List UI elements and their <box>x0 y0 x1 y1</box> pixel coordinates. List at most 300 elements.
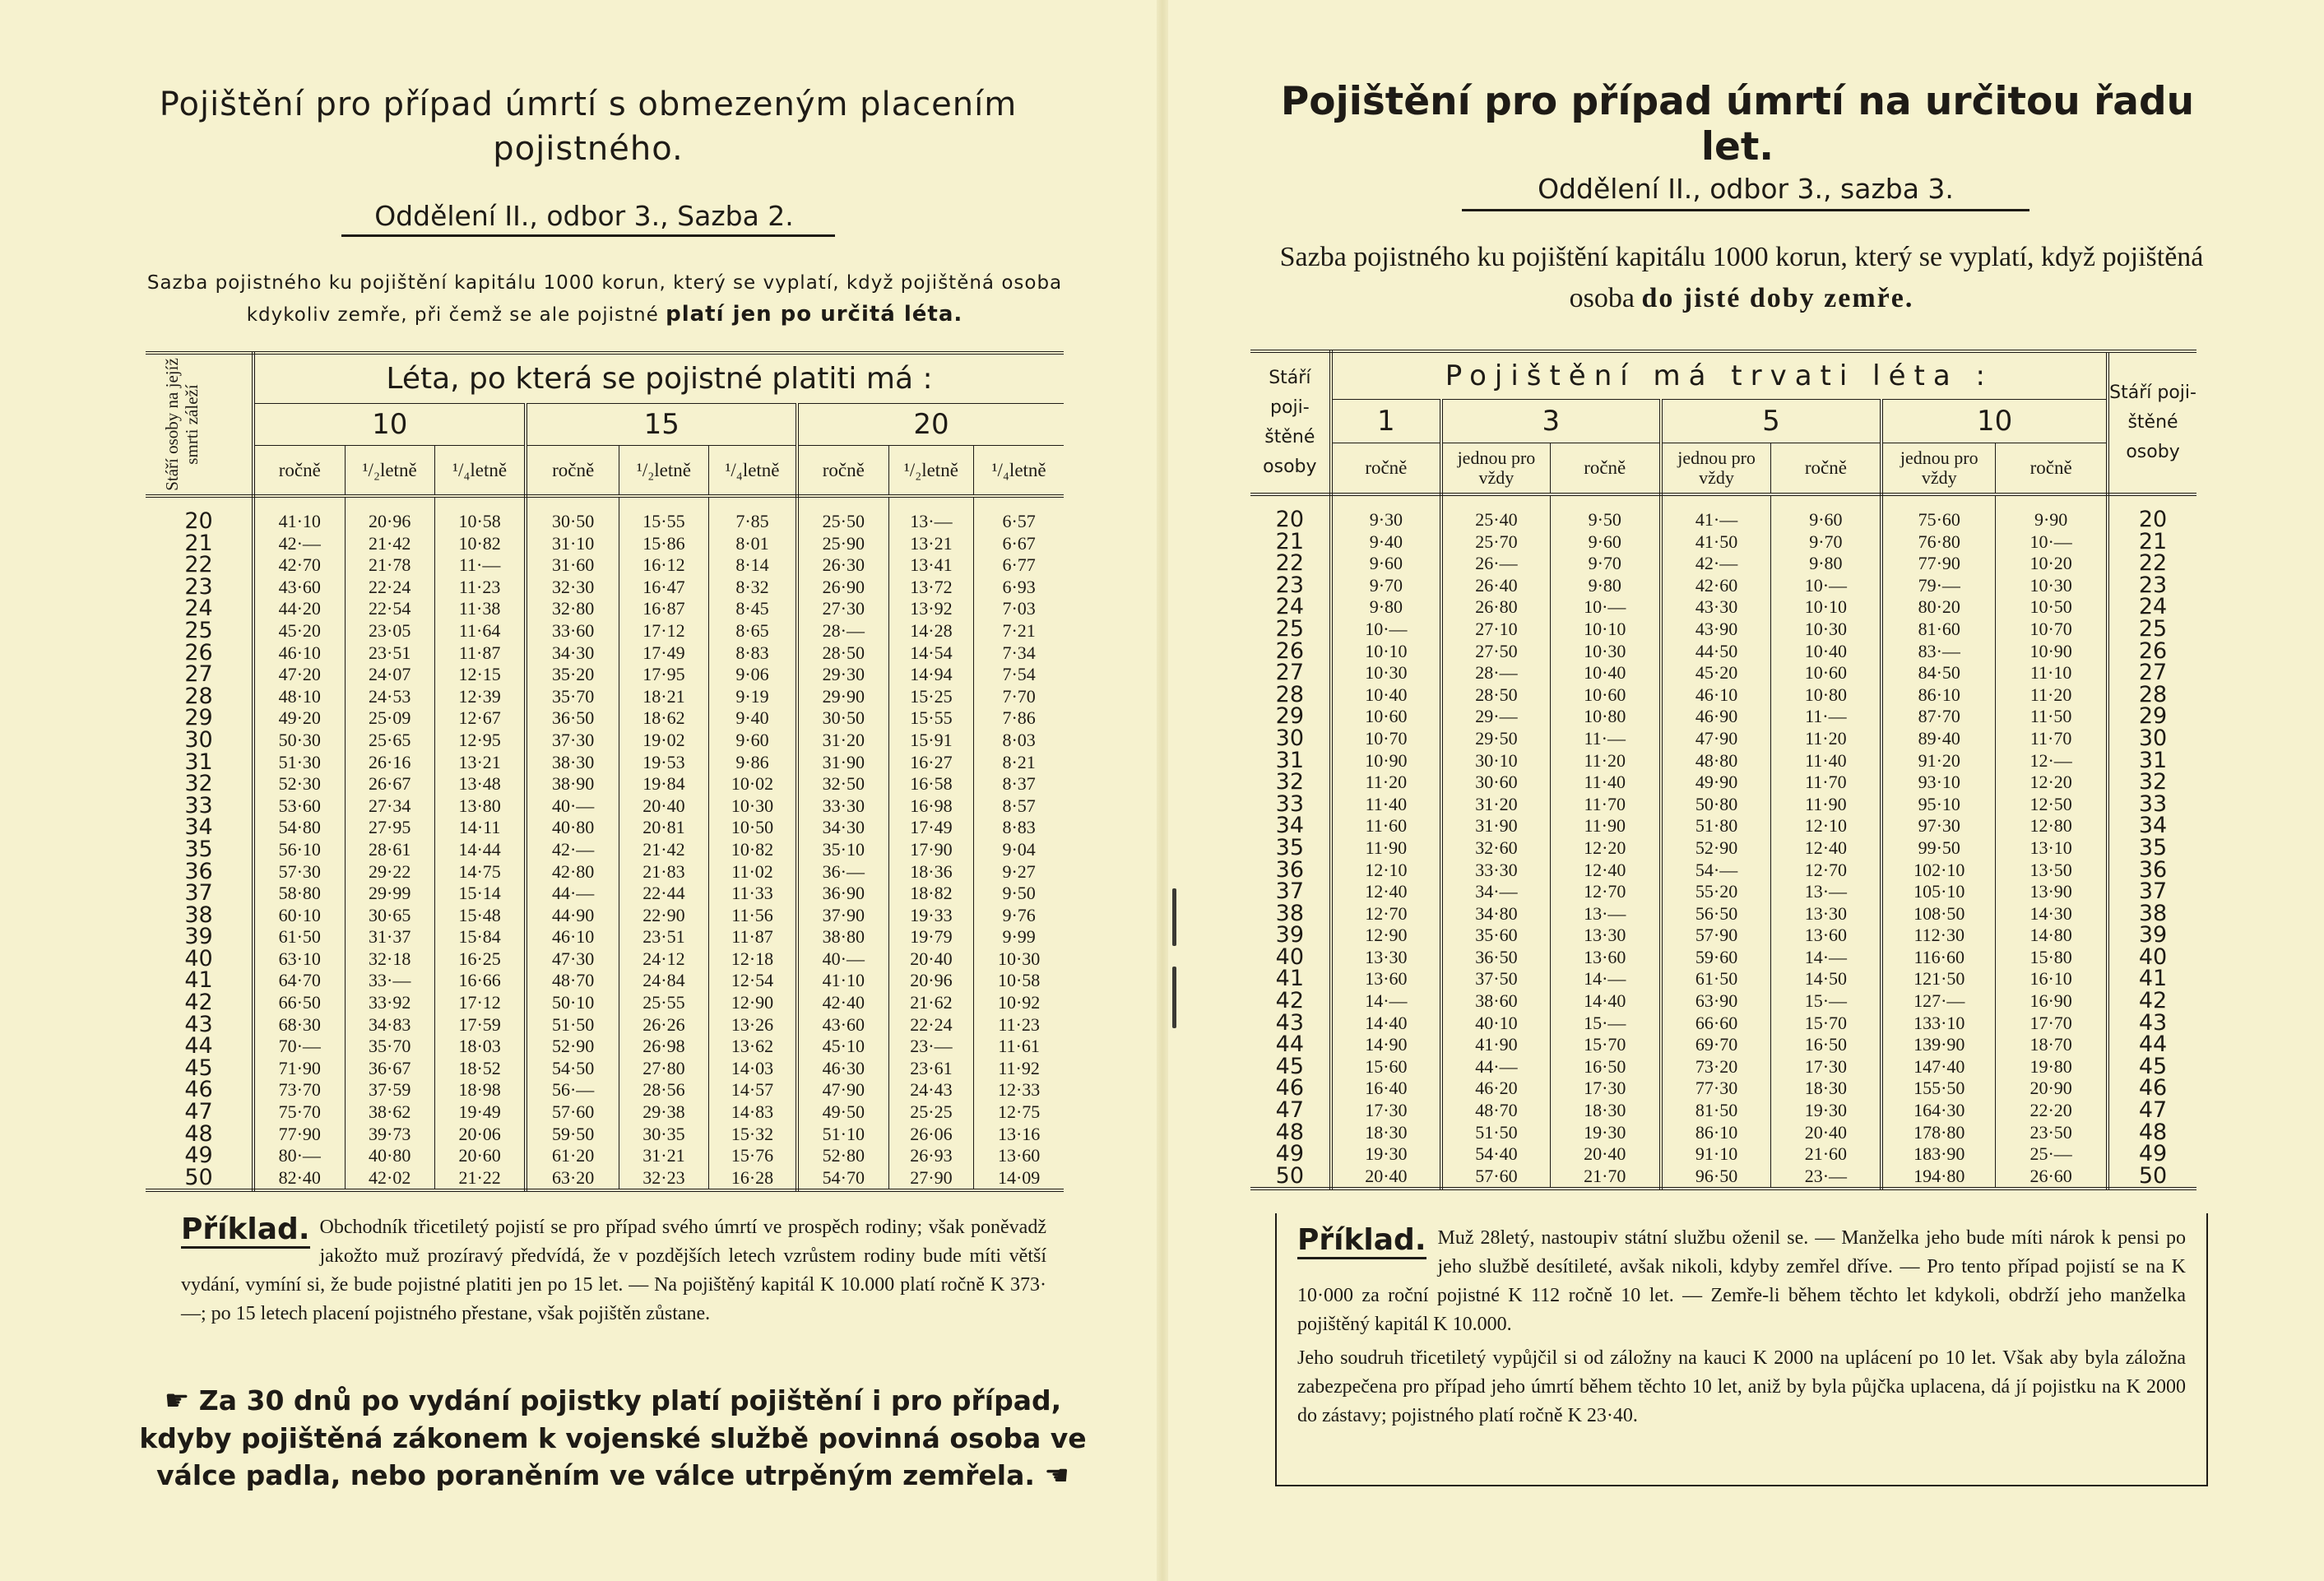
rate-cell: 11·20 <box>1550 750 1660 772</box>
row-age: 39 <box>1250 925 1331 947</box>
left-col-label: ¹/₄letně <box>709 446 797 496</box>
row-age: 30 <box>146 730 253 752</box>
table-row <box>146 1124 1064 1146</box>
rate-cell: 29·99 <box>345 883 434 905</box>
row-age: 28 <box>1250 684 1331 707</box>
rate-cell: 10·58 <box>997 970 1041 991</box>
rate-cell: 34·80 <box>1441 903 1550 925</box>
rate-cell: 38·80 <box>797 926 888 948</box>
right-desc-bold: do jisté doby zemře. <box>1641 283 1914 313</box>
rate-cell: 37·30 <box>526 730 619 752</box>
rate-cell: 47·90 <box>797 1079 888 1101</box>
rate-cell: 9·60 <box>1331 553 1441 575</box>
rate-cell: 44·20 <box>253 598 345 620</box>
table-row <box>146 707 1064 730</box>
rate-cell: 23·51 <box>345 642 434 665</box>
rate-cell: 11·— <box>1771 706 1881 728</box>
rate-cell: 15·91 <box>888 730 974 752</box>
rate-cell: 63·20 <box>526 1167 619 1191</box>
rate-cell: 13·92 <box>888 598 974 620</box>
table-row <box>1250 881 2196 903</box>
rate-cell: 20·06 <box>434 1124 526 1146</box>
table-row <box>146 730 1064 752</box>
row-age: 47 <box>2138 1097 2168 1124</box>
rate-cell: 25·25 <box>888 1101 974 1124</box>
rate-cell: 91·20 <box>1881 750 1995 772</box>
rate-cell: 18·21 <box>619 686 708 708</box>
table-row <box>146 1036 1064 1058</box>
rate-cell: 11·90 <box>1771 794 1881 816</box>
rate-cell: 48·80 <box>1661 750 1771 772</box>
rate-cell: 10·90 <box>1996 641 2108 663</box>
table-row <box>1250 968 2196 990</box>
rate-cell: 12·40 <box>1550 860 1660 882</box>
rate-cell: 46·20 <box>1441 1078 1550 1100</box>
rate-cell: 52·90 <box>526 1036 619 1058</box>
rate-cell: 17·70 <box>1996 1013 2108 1035</box>
rate-cell: 11·38 <box>434 598 526 620</box>
rate-cell: 66·60 <box>1661 1013 1771 1035</box>
rate-cell: 14·03 <box>709 1058 797 1080</box>
rate-cell: 11·64 <box>434 620 526 642</box>
left-col-label: ¹/₂letně <box>619 446 708 496</box>
rate-cell: 14·30 <box>1996 903 2108 925</box>
row-age: 33 <box>1250 794 1331 816</box>
rate-cell: 14·75 <box>434 861 526 883</box>
rate-cell: 17·30 <box>1771 1056 1881 1078</box>
rate-cell: 26·06 <box>888 1124 974 1146</box>
rate-cell: 32·80 <box>526 598 619 620</box>
left-war-note <box>136 1382 1090 1495</box>
rate-cell: 41·10 <box>253 511 345 533</box>
rate-cell: 23·51 <box>619 926 708 948</box>
rate-cell: 56·10 <box>253 839 345 861</box>
rate-cell: 19·02 <box>619 730 708 752</box>
rate-cell: 19·53 <box>619 752 708 774</box>
rate-cell: 27·90 <box>888 1167 974 1191</box>
left-col-label: ¹/₄letně <box>974 446 1064 496</box>
rate-cell: 6·67 <box>1002 532 1036 554</box>
rate-cell: 40·— <box>797 948 888 971</box>
row-age: 28 <box>2138 681 2168 707</box>
right-col-yearly-label: ročně <box>1331 443 1441 495</box>
rate-cell: 12·75 <box>997 1101 1041 1123</box>
rate-cell: 10·70 <box>1331 728 1441 750</box>
rate-cell: 9·76 <box>1002 904 1036 925</box>
rate-cell: 21·62 <box>888 992 974 1014</box>
rate-cell: 10·30 <box>1331 662 1441 684</box>
rate-cell: 9·40 <box>1331 531 1441 554</box>
row-age: 50 <box>1250 1166 1331 1189</box>
rate-cell: 27·10 <box>1441 619 1550 641</box>
rate-cell: 36·— <box>797 861 888 883</box>
rate-cell: 14·83 <box>709 1101 797 1124</box>
left-note-text: Za 30 dnů po vydání pojistky platí pojištění i pro případ, kdyby pojištěná zákonem k vojenské službě povinná osoba ve válce padla, nebo poraněním ve válce utrpěným zemřela. <box>139 1384 1087 1491</box>
right-example-heading: Příklad. <box>1297 1224 1426 1259</box>
rate-cell: 40·10 <box>1441 1013 1550 1035</box>
row-age: 42 <box>2138 988 2168 1014</box>
rate-cell: 89·40 <box>1881 728 1995 750</box>
row-age: 40 <box>2138 944 2168 970</box>
table-row <box>146 620 1064 642</box>
rate-cell: 6·57 <box>1002 511 1036 531</box>
row-age: 38 <box>1250 903 1331 925</box>
left-period-20: 20 <box>797 403 1064 446</box>
row-age: 25 <box>2138 615 2168 642</box>
rate-cell: 32·50 <box>797 773 888 795</box>
rate-cell: 27·30 <box>797 598 888 620</box>
table-row <box>146 642 1064 665</box>
row-age: 43 <box>2138 1009 2168 1036</box>
row-age: 41 <box>1250 968 1331 990</box>
rate-cell: 12·10 <box>1331 860 1441 882</box>
table-row <box>146 839 1064 861</box>
rate-cell: 12·20 <box>1550 837 1660 860</box>
rate-cell: 18·30 <box>1550 1100 1660 1122</box>
rate-cell: 52·30 <box>253 773 345 795</box>
row-age: 30 <box>2138 725 2168 751</box>
rate-cell: 10·30 <box>709 795 797 818</box>
rate-cell: 30·50 <box>797 707 888 730</box>
rate-cell: 73·20 <box>1661 1056 1771 1078</box>
rate-cell: 26·40 <box>1441 575 1550 597</box>
rate-cell: 13·30 <box>1550 925 1660 947</box>
rate-cell: 10·— <box>1996 531 2108 554</box>
left-col-label: ročně <box>526 446 619 496</box>
rate-cell: 20·40 <box>1550 1143 1660 1166</box>
rate-cell: 11·— <box>434 554 526 577</box>
rate-cell: 155·50 <box>1881 1078 1995 1100</box>
rate-cell: 47·20 <box>253 664 345 686</box>
rate-cell: 48·70 <box>1441 1100 1550 1122</box>
rate-cell: 15·76 <box>709 1145 797 1167</box>
row-age: 41 <box>2138 966 2168 992</box>
row-age: 39 <box>2138 922 2168 948</box>
right-years-header: Pojištění má trvati léta : <box>1331 351 2108 400</box>
rate-cell: 28·50 <box>1441 684 1550 707</box>
rate-cell: 25·90 <box>797 533 888 555</box>
rate-cell: 9·60 <box>709 730 797 752</box>
rate-cell: 10·— <box>1771 575 1881 597</box>
rate-cell: 91·10 <box>1661 1143 1771 1166</box>
right-col-yearly-label: ročně <box>1771 443 1881 495</box>
rate-cell: 35·10 <box>797 839 888 861</box>
rate-cell: 10·60 <box>1771 662 1881 684</box>
rate-cell: 41·— <box>1661 509 1771 531</box>
left-rate-table <box>146 351 1064 1192</box>
rate-cell: 10·58 <box>434 511 526 533</box>
rate-cell: 38·62 <box>345 1101 434 1124</box>
rate-cell: 13·90 <box>1996 881 2108 903</box>
row-age: 22 <box>2138 550 2168 577</box>
table-row <box>146 554 1064 577</box>
rate-cell: 12·10 <box>1771 815 1881 837</box>
rate-cell: 18·82 <box>888 883 974 905</box>
rate-cell: 12·15 <box>434 664 526 686</box>
rate-cell: 31·20 <box>1441 794 1550 816</box>
row-age: 46 <box>1250 1078 1331 1100</box>
rate-cell: 12·70 <box>1550 881 1660 903</box>
table-row <box>1250 619 2196 641</box>
rate-cell: 26·98 <box>619 1036 708 1058</box>
rate-cell: 46·10 <box>1661 684 1771 707</box>
rate-cell: 80·— <box>253 1145 345 1167</box>
row-age: 29 <box>1250 706 1331 728</box>
table-row <box>146 598 1064 620</box>
rate-cell: 11·33 <box>709 883 797 905</box>
rate-cell: 44·50 <box>1661 641 1771 663</box>
rate-cell: 13·26 <box>709 1014 797 1036</box>
rate-cell: 21·22 <box>434 1167 526 1191</box>
rate-cell: 86·10 <box>1661 1122 1771 1144</box>
rate-cell: 35·70 <box>526 686 619 708</box>
rate-cell: 21·42 <box>345 533 434 555</box>
left-section-underline <box>341 234 835 237</box>
rate-cell: 12·67 <box>434 707 526 730</box>
right-period-1: 1 <box>1331 400 1441 443</box>
table-row <box>146 533 1064 555</box>
rate-cell: 25·55 <box>619 992 708 1014</box>
rate-cell: 31·21 <box>619 1145 708 1167</box>
rate-cell: 12·39 <box>434 686 526 708</box>
rate-cell: 37·50 <box>1441 968 1550 990</box>
rate-cell: 31·37 <box>345 926 434 948</box>
rate-cell: 28·— <box>1441 662 1550 684</box>
rate-cell: 44·— <box>1441 1056 1550 1078</box>
rate-cell: 55·20 <box>1661 881 1771 903</box>
rate-cell: 26·— <box>1441 553 1550 575</box>
rate-cell: 15·84 <box>434 926 526 948</box>
row-age: 36 <box>146 861 253 883</box>
rate-cell: 28·56 <box>619 1079 708 1101</box>
rate-cell: 13·10 <box>1996 837 2108 860</box>
rate-cell: 33·60 <box>526 620 619 642</box>
rate-cell: 40·80 <box>345 1145 434 1167</box>
rate-cell: 12·90 <box>709 992 797 1014</box>
row-age: 31 <box>2138 747 2168 773</box>
rate-cell: 11·87 <box>434 642 526 665</box>
rate-cell: 26·60 <box>1996 1166 2108 1189</box>
rate-cell: 54·80 <box>253 817 345 839</box>
row-age: 49 <box>1250 1143 1331 1166</box>
right-desc-main: Sazba pojistného ku pojištění kapitálu 1000 korun, který se vyplatí, když pojištěná osoba <box>1279 242 2204 313</box>
rate-cell: 20·40 <box>619 795 708 818</box>
rate-cell: 20·96 <box>888 970 974 992</box>
rate-cell: 10·40 <box>1771 641 1881 663</box>
table-row <box>1250 1078 2196 1100</box>
right-title: Pojištění pro případ úmrtí na určitou řadu let. <box>1280 79 2195 169</box>
rate-cell: 46·10 <box>253 642 345 665</box>
row-age: 31 <box>146 752 253 774</box>
rate-cell: 32·30 <box>526 577 619 599</box>
row-age: 27 <box>2138 660 2168 686</box>
rate-cell: 54·50 <box>526 1058 619 1080</box>
rate-cell: 15·48 <box>434 905 526 927</box>
rate-cell: 46·30 <box>797 1058 888 1080</box>
table-spacer <box>1250 494 2196 509</box>
rate-cell: 17·49 <box>619 642 708 665</box>
row-age: 42 <box>146 992 253 1014</box>
rate-cell: 44·90 <box>526 905 619 927</box>
rate-cell: 44·— <box>526 883 619 905</box>
rate-cell: 54·70 <box>797 1167 888 1191</box>
rate-cell: 50·80 <box>1661 794 1771 816</box>
rate-cell: 14·40 <box>1550 990 1660 1013</box>
right-col-yearly-label: ročně <box>1996 443 2108 495</box>
rate-cell: 10·10 <box>1550 619 1660 641</box>
rate-cell: 34·30 <box>797 817 888 839</box>
table-row <box>146 861 1064 883</box>
rate-cell: 16·50 <box>1771 1034 1881 1056</box>
rate-cell: 21·78 <box>345 554 434 577</box>
rate-cell: 22·20 <box>1996 1100 2108 1122</box>
rate-cell: 28·61 <box>345 839 434 861</box>
rate-cell: 28·— <box>797 620 888 642</box>
rate-cell: 11·70 <box>1771 772 1881 794</box>
rate-cell: 27·80 <box>619 1058 708 1080</box>
rate-cell: 51·50 <box>1441 1122 1550 1144</box>
right-description <box>1269 237 2215 319</box>
rate-cell: 12·18 <box>709 948 797 971</box>
rate-cell: 10·82 <box>709 839 797 861</box>
rate-cell: 21·60 <box>1771 1143 1881 1166</box>
table-row <box>1250 1166 2196 1189</box>
rate-cell: 41·10 <box>797 970 888 992</box>
rate-cell: 41·90 <box>1441 1034 1550 1056</box>
rate-cell: 11·92 <box>998 1057 1040 1078</box>
rate-cell: 20·60 <box>434 1145 526 1167</box>
rate-cell: 82·40 <box>253 1167 345 1191</box>
rate-cell: 30·60 <box>1441 772 1550 794</box>
rate-cell: 12·70 <box>1331 903 1441 925</box>
rate-cell: 42·70 <box>253 554 345 577</box>
rate-cell: 14·44 <box>434 839 526 861</box>
rate-cell: 33·— <box>345 970 434 992</box>
row-age: 44 <box>1250 1034 1331 1056</box>
rate-cell: 22·44 <box>619 883 708 905</box>
rate-cell: 42·80 <box>526 861 619 883</box>
rate-cell: 13·48 <box>434 773 526 795</box>
table-row <box>146 1014 1064 1036</box>
rate-cell: 9·04 <box>1002 838 1036 860</box>
rate-cell: 56·— <box>526 1079 619 1101</box>
rate-cell: 61·50 <box>1661 968 1771 990</box>
rate-cell: 42·— <box>253 533 345 555</box>
rate-cell: 11·20 <box>1331 772 1441 794</box>
rate-cell: 13·— <box>1771 881 1881 903</box>
left-description <box>123 267 1086 331</box>
row-age: 34 <box>1250 815 1331 837</box>
rate-cell: 30·65 <box>345 905 434 927</box>
row-age: 28 <box>146 686 253 708</box>
rate-cell: 7·70 <box>1002 685 1036 707</box>
rate-cell: 10·70 <box>1996 619 2108 641</box>
rate-cell: 51·50 <box>526 1014 619 1036</box>
rate-cell: 99·50 <box>1881 837 1995 860</box>
row-age: 32 <box>146 773 253 795</box>
rate-cell: 43·90 <box>1661 619 1771 641</box>
row-age: 21 <box>1250 531 1331 554</box>
rate-cell: 9·80 <box>1771 553 1881 575</box>
rate-cell: 39·73 <box>345 1124 434 1146</box>
rate-cell: 9·99 <box>1002 926 1036 948</box>
row-age: 20 <box>1250 509 1331 531</box>
right-col-once-label: jednou pro vždy <box>1441 443 1550 495</box>
row-age: 49 <box>2138 1141 2168 1167</box>
rate-cell: 11·23 <box>998 1013 1040 1035</box>
table-row <box>1250 815 2196 837</box>
rate-cell: 31·90 <box>797 752 888 774</box>
rate-cell: 11·40 <box>1550 772 1660 794</box>
table-row <box>1250 728 2196 750</box>
rate-cell: 15·— <box>1550 1013 1660 1035</box>
rate-cell: 15·25 <box>888 686 974 708</box>
rate-cell: 9·86 <box>709 752 797 774</box>
table-row <box>1250 947 2196 969</box>
rate-cell: 11·20 <box>1996 684 2108 707</box>
row-age: 23 <box>146 577 253 599</box>
rate-cell: 33·30 <box>797 795 888 818</box>
rate-cell: 63·10 <box>253 948 345 971</box>
rate-cell: 127·— <box>1881 990 1995 1013</box>
rate-cell: 22·90 <box>619 905 708 927</box>
row-age: 35 <box>1250 837 1331 860</box>
rate-cell: 27·95 <box>345 817 434 839</box>
rate-cell: 57·90 <box>1661 925 1771 947</box>
rate-cell: 116·60 <box>1881 947 1995 969</box>
rate-cell: 12·33 <box>997 1079 1041 1101</box>
left-col-label: ročně <box>797 446 888 496</box>
rate-cell: 38·30 <box>526 752 619 774</box>
rate-cell: 11·02 <box>709 861 797 883</box>
rate-cell: 38·90 <box>526 773 619 795</box>
rate-cell: 7·85 <box>709 511 797 533</box>
table-row <box>146 970 1064 992</box>
right-example-text: Muž 28letý, nastoupiv státní službu oženil se. — Manželka jeho bude míti nárok k pensi po jeho službě desítileté, avšak nikoli, kdyby zemřel dříve. — Pro tento případ pojistí se na K 10·000 za roční pojistné K 112 ročně 10 let. — Zemře-li během těchto let kdykoli, obdrží jeho manželka pojištěný kapitál K 10.000. <box>1297 1227 2186 1335</box>
rate-cell: 84·50 <box>1881 662 1995 684</box>
rate-cell: 16·50 <box>1550 1056 1660 1078</box>
rate-cell: 75·60 <box>1881 509 1995 531</box>
rate-cell: 61·50 <box>253 926 345 948</box>
rate-cell: 64·70 <box>253 970 345 992</box>
row-age: 47 <box>146 1101 253 1124</box>
table-row <box>1250 1034 2196 1056</box>
rate-cell: 7·54 <box>1002 664 1036 685</box>
rate-cell: 36·50 <box>526 707 619 730</box>
rate-cell: 16·10 <box>1996 968 2108 990</box>
row-age: 40 <box>146 948 253 971</box>
rate-cell: 22·24 <box>888 1014 974 1036</box>
rate-cell: 24·07 <box>345 664 434 686</box>
row-age: 20 <box>2138 507 2168 532</box>
right-section: Oddělení II., odbor 3., sazba 3. <box>1538 173 1954 205</box>
row-age: 24 <box>146 598 253 620</box>
left-example-heading: Příklad. <box>181 1213 310 1249</box>
right-period-10: 10 <box>1881 400 2108 443</box>
rate-cell: 10·50 <box>1996 596 2108 619</box>
row-age: 33 <box>146 795 253 818</box>
left-age-header: Stáří osoby na jejíž smrti záleží <box>146 353 253 496</box>
rate-cell: 13·— <box>1550 903 1660 925</box>
row-age: 48 <box>2138 1119 2168 1145</box>
rate-cell: 19·84 <box>619 773 708 795</box>
row-age: 26 <box>2138 638 2168 664</box>
table-row <box>1250 509 2196 531</box>
rate-cell: 79·— <box>1881 575 1995 597</box>
rate-cell: 26·16 <box>345 752 434 774</box>
rate-cell: 26·67 <box>345 773 434 795</box>
table-row <box>146 577 1064 599</box>
